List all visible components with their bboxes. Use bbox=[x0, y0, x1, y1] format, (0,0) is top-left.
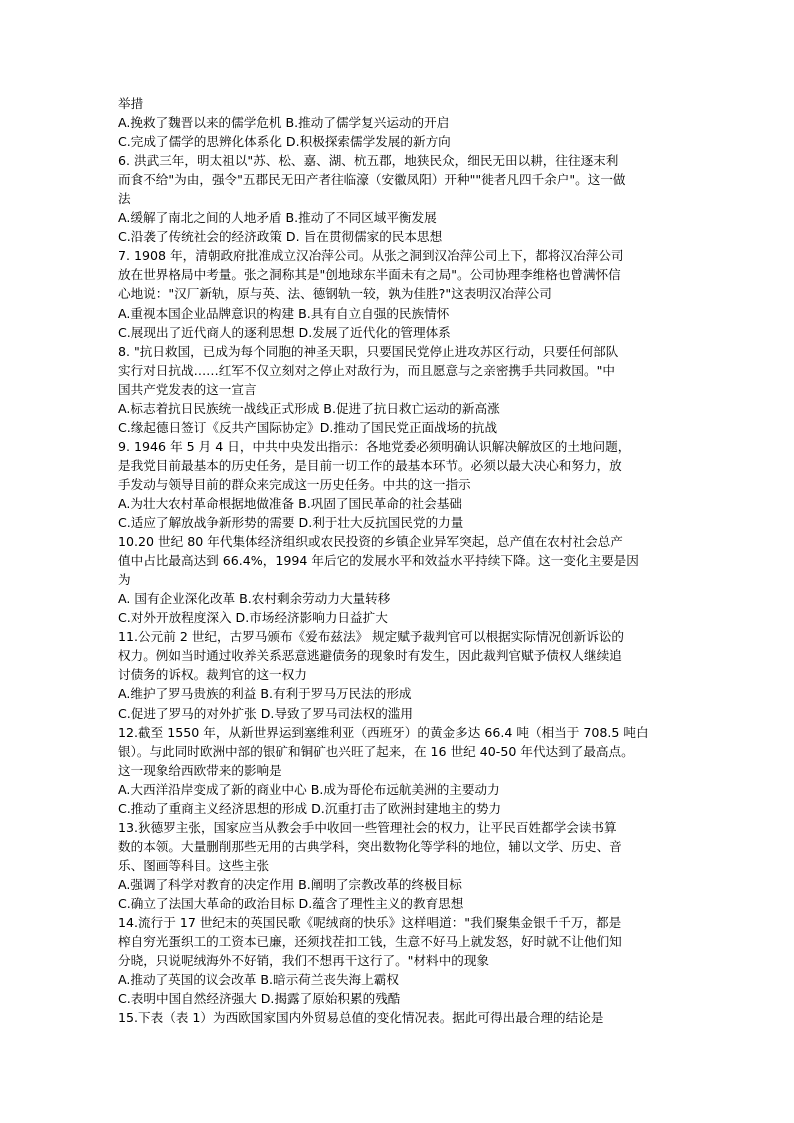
text-line: A.缓解了南北之间的人地矛盾 B.推动了不同区域平衡发展 bbox=[118, 210, 437, 226]
text-line: 乐、图画等科目。这些主张 bbox=[118, 857, 270, 873]
text-line: 权力。例如当时通过收养关系恶意逃避债务的现象时有发生，因此裁判官赋予债权人继续追 bbox=[118, 648, 622, 664]
text-line: 是我党目前最基本的历史任务，是目前一切工作的最基本环节。必须以最大决心和努力，放 bbox=[118, 457, 622, 473]
text-line: C.沿袭了传统社会的经济政策 D. 旨在贯彻儒家的民本思想 bbox=[118, 229, 443, 245]
text-line: 举措 bbox=[118, 96, 144, 111]
text-line: C.展现出了近代商人的逐利思想 D.发展了近代化的管理体系 bbox=[118, 324, 451, 340]
text-line: C.适应了解放战争新形势的需要 D.利于壮大反抗国民党的力量 bbox=[118, 515, 464, 531]
text-line: 心地说："汉厂新轨，原与英、法、德钢轨一较，孰为佳胜?"这表明汉冶萍公司 bbox=[118, 286, 552, 302]
text-line: A.为壮大农村革命根据地做准备 B.巩固了国民革命的社会基础 bbox=[118, 495, 462, 511]
text-line: 12.截至 1550 年，从新世界运到塞维利亚（西班牙）的黄金多达 66.4 吨（相当于 708.5 吨白 bbox=[118, 724, 649, 740]
text-line: 放在世界格局中考量。张之洞称其是"创地球东半面未有之局"。公司协理李维格也曾满怀信 bbox=[118, 267, 621, 283]
text-line: C.确立了法国大革命的政治目标 D.蕴含了理性主义的教育思想 bbox=[118, 895, 464, 911]
text-line: 7. 1908 年，清朝政府批准成立汉冶萍公司。从张之洞到汉冶萍公司上下，都将汉冶萍公司 bbox=[118, 248, 624, 264]
text-line: A.标志着抗日民族统一战线正式形成 B.促进了抗日救亡运动的新高涨 bbox=[118, 400, 500, 416]
text-line: C.对外开放程度深入 D.市场经济影响力日益扩大 bbox=[118, 610, 388, 626]
text-line: 11.公元前 2 世纪，古罗马颁布《爱布兹法》 规定赋予裁判官可以根据实际情况创新诉讼的 bbox=[118, 629, 625, 645]
text-line: C.缘起德日签订《反共产国际协定》D.推动了国民党正面战场的抗战 bbox=[118, 419, 498, 435]
text-line: 6. 洪武三年，明太祖以"苏、松、嘉、湖、杭五郡，地狭民众，细民无田以耕，往往逐末利 bbox=[118, 153, 619, 169]
text-line: A.维护了罗马贵族的利益 B.有利于罗马万民法的形成 bbox=[118, 686, 412, 702]
text-line: 法 bbox=[118, 191, 131, 207]
text-line: 9. 1946 年 5 月 4 日，中共中央发出指示：各地党委必须明确认识解决解放区的土地问题， bbox=[118, 438, 631, 454]
text-line: A.重视本国企业品牌意识的构建 B.具有自立自强的民族情怀 bbox=[118, 305, 450, 321]
text-line: 13.狄德罗主张，国家应当从教会手中收回一些管理社会的权力，让平民百姓都学会读书算 bbox=[118, 819, 617, 835]
text-line: 值中占比最高达到 66.4%，1994 年后它的发展水平和效益水平持续下降。这一变化主要是因 bbox=[118, 553, 639, 569]
text-line: 数的本领。大量删削那些无用的古典学科，突出数物化等学科的地位，辅以文学、历史、音 bbox=[118, 838, 622, 854]
text-line: A.推动了英国的议会改革 B.暗示荷兰丧失海上霸权 bbox=[118, 972, 399, 988]
text-line: 15.下表（表 1）为西欧国家国内外贸易总值的变化情况表。据此可得出最合理的结论是 bbox=[118, 1010, 604, 1026]
text-line: C.促进了罗马的对外扩张 D.导致了罗马司法权的滥用 bbox=[118, 705, 413, 721]
text-line: C.表明中国自然经济强大 D.揭露了原始积累的残酷 bbox=[118, 991, 401, 1007]
text-line: A.强调了科学对教育的决定作用 B.阐明了宗教改革的终极目标 bbox=[118, 876, 462, 892]
text-line: 为 bbox=[118, 572, 131, 588]
text-line: 手发动与领导目前的群众来完成这一历史任务。中共的这一指示 bbox=[118, 476, 471, 492]
text-line: 榨自穷光蛋织工的工资本已廉，还须找茬扣工钱，生意不好马上就发怒，好时就不让他们知 bbox=[118, 934, 622, 950]
document-page bbox=[118, 94, 680, 1027]
text-line: A. 国有企业深化改革 B.农村剩余劳动力大量转移 bbox=[118, 591, 391, 607]
text-line: 而食不给"为由，强令"五郡民无田产者往临濠（安徽凤阳）开种""徙者凡四千余户"。这一做 bbox=[118, 172, 626, 188]
text-line: 8. "抗日救国，已成为每个同胞的神圣天职，只要国民党停止进攻苏区行动，只要任何部队 bbox=[118, 343, 619, 359]
text-line: 10.20 世纪 80 年代集体经济组织或农民投资的乡镇企业异军突起，总产值在农村社会总产 bbox=[118, 534, 623, 550]
text-line: 银）。与此同时欧洲中部的银矿和铜矿也兴旺了起来，在 16 世纪 40-50 年代达到了最高点。 bbox=[118, 743, 634, 759]
text-line: A.挽救了魏晋以来的儒学危机 B.推动了儒学复兴运动的开启 bbox=[118, 115, 450, 131]
text-line: 分晓，只说呢绒海外不好销，我们不想再干这行了。"材料中的现象 bbox=[118, 953, 490, 969]
text-line: 讨债务的诉权。裁判官的这一权力 bbox=[118, 667, 307, 683]
text-line: 实行对日抗战……红军不仅立刻对之停止对敌行为，而且愿意与之亲密携手共同救国。"中 bbox=[118, 362, 615, 378]
text-line: 14.流行于 17 世纪末的英国民歌《呢绒商的快乐》这样唱道："我们聚集金银千千万，都是 bbox=[118, 915, 622, 931]
text-line: A.大西洋沿岸变成了新的商业中心 B.成为哥伦布远航美洲的主要动力 bbox=[118, 781, 500, 797]
text-line: 这一现象给西欧带来的影响是 bbox=[118, 762, 282, 778]
text-line: 国共产党发表的这一宣言 bbox=[118, 381, 257, 397]
text-line: C.完成了儒学的思辨化体系化 D.积极探索儒学发展的新方向 bbox=[118, 134, 451, 150]
text-line: C.推动了重商主义经济思想的形成 D.沉重打击了欧洲封建地主的势力 bbox=[118, 800, 502, 816]
